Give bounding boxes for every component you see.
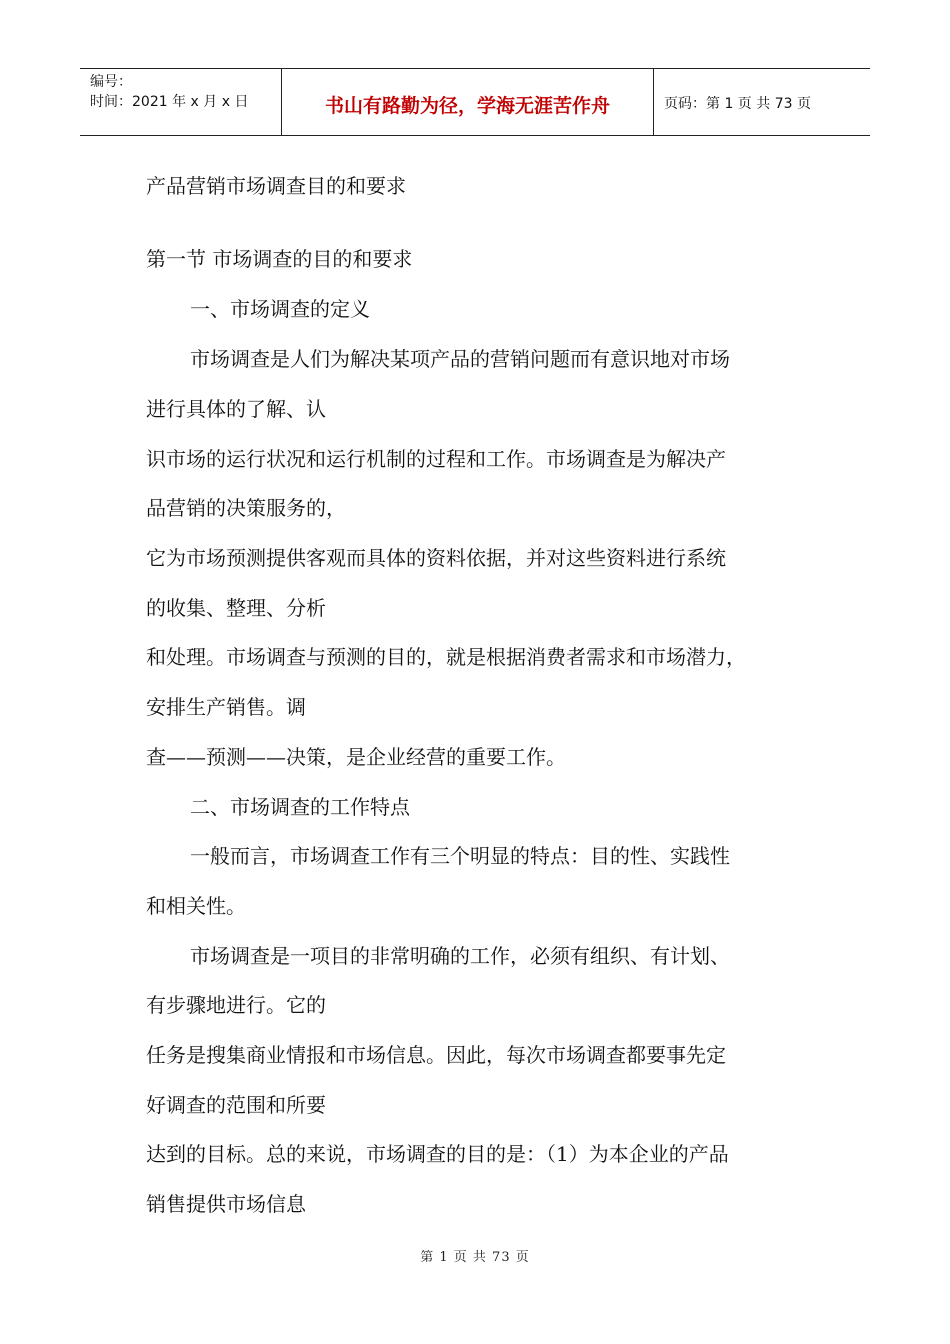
paragraph-line: 市场调查是人们为解决某项产品的营销问题而有意识地对市场	[190, 347, 730, 371]
paragraph-line: 和处理。市场调查与预测的目的，就是根据消费者需求和市场潜力，	[146, 645, 746, 669]
paragraph-line: 它为市场预测提供客观而具体的资料依据，并对这些资料进行系统	[146, 546, 726, 570]
page-footer: 第 1 页 共 73 页	[420, 1250, 530, 1265]
document-date-label: 时间：2021 年 x 月 x 日	[90, 94, 249, 110]
document-title: 产品营销市场调查目的和要求	[146, 174, 406, 198]
header-motto: 书山有路勤为径，学海无涯苦作舟	[282, 69, 654, 135]
section-heading: 第一节 市场调查的目的和要求	[146, 247, 413, 271]
paragraph-line: 识市场的运行状况和运行机制的过程和工作。市场调查是为解决产	[146, 447, 726, 471]
header-page-info: 页码：第 1 页 共 73 页	[664, 96, 811, 112]
paragraph-line: 一般而言，市场调查工作有三个明显的特点：目的性、实践性	[190, 844, 730, 868]
paragraph-line: 安排生产销售。调	[146, 695, 306, 719]
header-meta-cell	[80, 69, 282, 135]
subheading-definition: 一、市场调查的定义	[190, 297, 370, 321]
paragraph-line: 进行具体的了解、认	[146, 397, 326, 421]
paragraph-line: 和相关性。	[146, 894, 246, 918]
document-number-label: 编号：	[90, 74, 132, 90]
paragraph-line: 市场调查是一项目的非常明确的工作，必须有组织、有计划、	[190, 944, 730, 968]
paragraph-line: 有步骤地进行。它的	[146, 993, 326, 1017]
paragraph-line: 好调查的范围和所要	[146, 1093, 326, 1117]
subheading-characteristics: 二、市场调查的工作特点	[190, 795, 410, 819]
paragraph-line: 品营销的决策服务的，	[146, 496, 346, 520]
paragraph-line: 销售提供市场信息	[146, 1192, 306, 1216]
paragraph-line: 任务是搜集商业情报和市场信息。因此，每次市场调查都要事先定	[146, 1043, 726, 1067]
page-header	[80, 68, 870, 136]
paragraph-line: 的收集、整理、分析	[146, 596, 326, 620]
paragraph-line: 达到的目标。总的来说，市场调查的目的是：（1）为本企业的产品	[146, 1142, 729, 1166]
paragraph-line: 查——预测——决策，是企业经营的重要工作。	[146, 745, 566, 769]
